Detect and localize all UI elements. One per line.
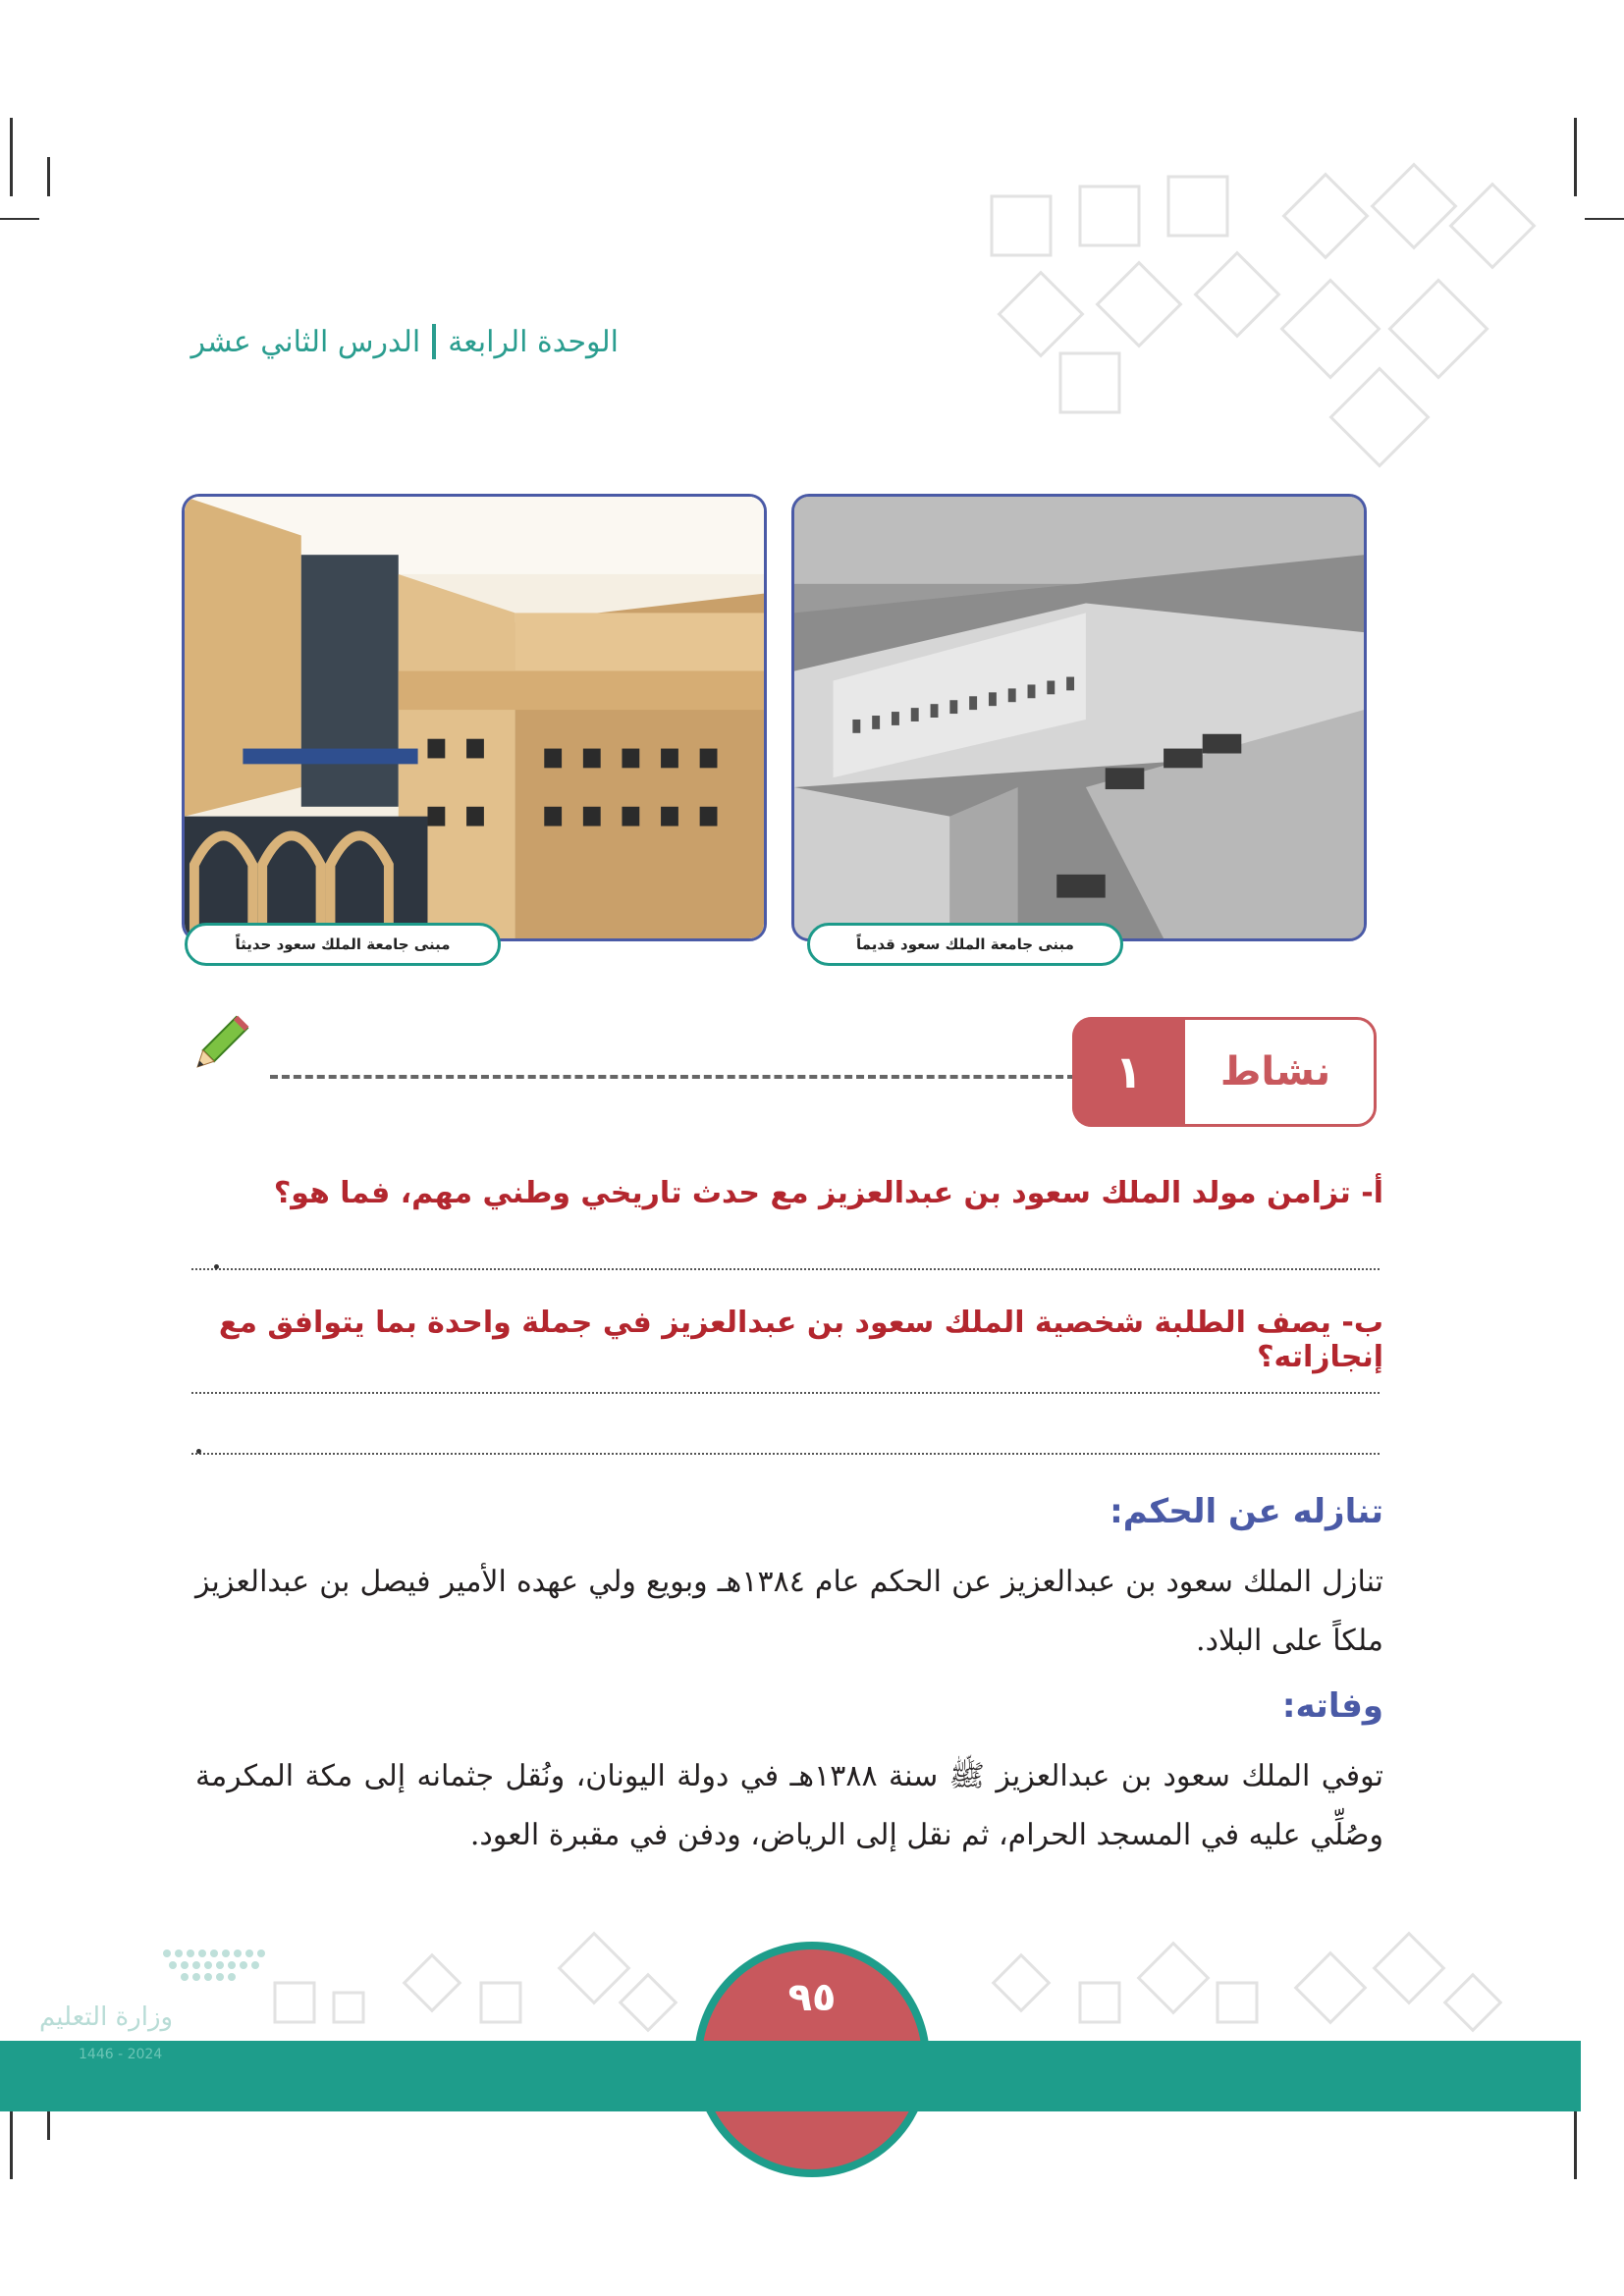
answer-line[interactable]: [191, 1392, 1380, 1394]
crop-mark: [10, 118, 13, 196]
crop-mark: [10, 2101, 13, 2179]
question-b: ب- يصف الطلبة شخصية الملك سعود بن عبدالعزيز في جملة واحدة بما يتوافق مع إنجازاته؟: [218, 1306, 1383, 1374]
ministry-year: 2024 - 1446: [79, 2047, 163, 2062]
header-separator: [432, 324, 436, 359]
section-title-abdication: تنازله عن الحكم:: [1110, 1492, 1383, 1531]
answer-line-end: [214, 1264, 219, 1269]
answer-line-end: [196, 1449, 201, 1454]
new-building-photo: [182, 494, 767, 941]
crop-mark: [0, 218, 39, 220]
activity-title: نشاط: [1219, 1049, 1331, 1095]
section-body-abdication: تنازل الملك سعود بن عبدالعزيز عن الحكم عام ١٣٨٤هـ وبويع ولي عهده الأمير فيصل بن عبدالعزيز ملكاً على البلاد.: [195, 1565, 1383, 1658]
page-number: ٩٥: [787, 1975, 837, 2020]
answer-line[interactable]: [191, 1268, 1380, 1270]
decorative-pattern: [972, 157, 1571, 471]
ministry-logo-icon: [147, 1944, 304, 2002]
crop-mark: [1585, 218, 1624, 220]
crop-mark: [1574, 118, 1577, 196]
new-building-caption: مبنى جامعة الملك سعود حديثاً: [185, 923, 501, 966]
unit-label: الوحدة الرابعة: [448, 324, 619, 359]
crop-mark: [1574, 2101, 1577, 2179]
question-a: أ- تزامن مولد الملك سعود بن عبدالعزيز مع حدث تاريخي وطني مهم، فما هو؟: [273, 1176, 1383, 1210]
old-building-photo: [791, 494, 1367, 941]
old-building-caption: مبنى جامعة الملك سعود قديماً: [807, 923, 1123, 966]
section-title-death: وفاته:: [1281, 1686, 1383, 1726]
section-body-death: توفي الملك سعود بن عبدالعزيز ﷺ سنة ١٣٨٨هـ في دولة اليونان، ونُقل جثمانه إلى مكة المكرمة وصُلِّي عليه في المسجد الحرام، ثم نقل إلى الرياض، ودفن في مقبرة العود.: [195, 1759, 1383, 1852]
lesson-header: [177, 312, 619, 371]
activity-number: ١: [1072, 1017, 1185, 1127]
ministry-name: وزارة التعليم: [39, 2002, 174, 2032]
pencil-icon: [185, 1011, 253, 1080]
lesson-label: الدرس الثاني عشر: [190, 324, 421, 359]
activity-box: [1072, 1017, 1377, 1127]
activity-divider: [270, 1075, 1075, 1079]
footer-band: [0, 2041, 1581, 2111]
crop-mark: [47, 157, 50, 196]
answer-line[interactable]: [191, 1453, 1380, 1455]
